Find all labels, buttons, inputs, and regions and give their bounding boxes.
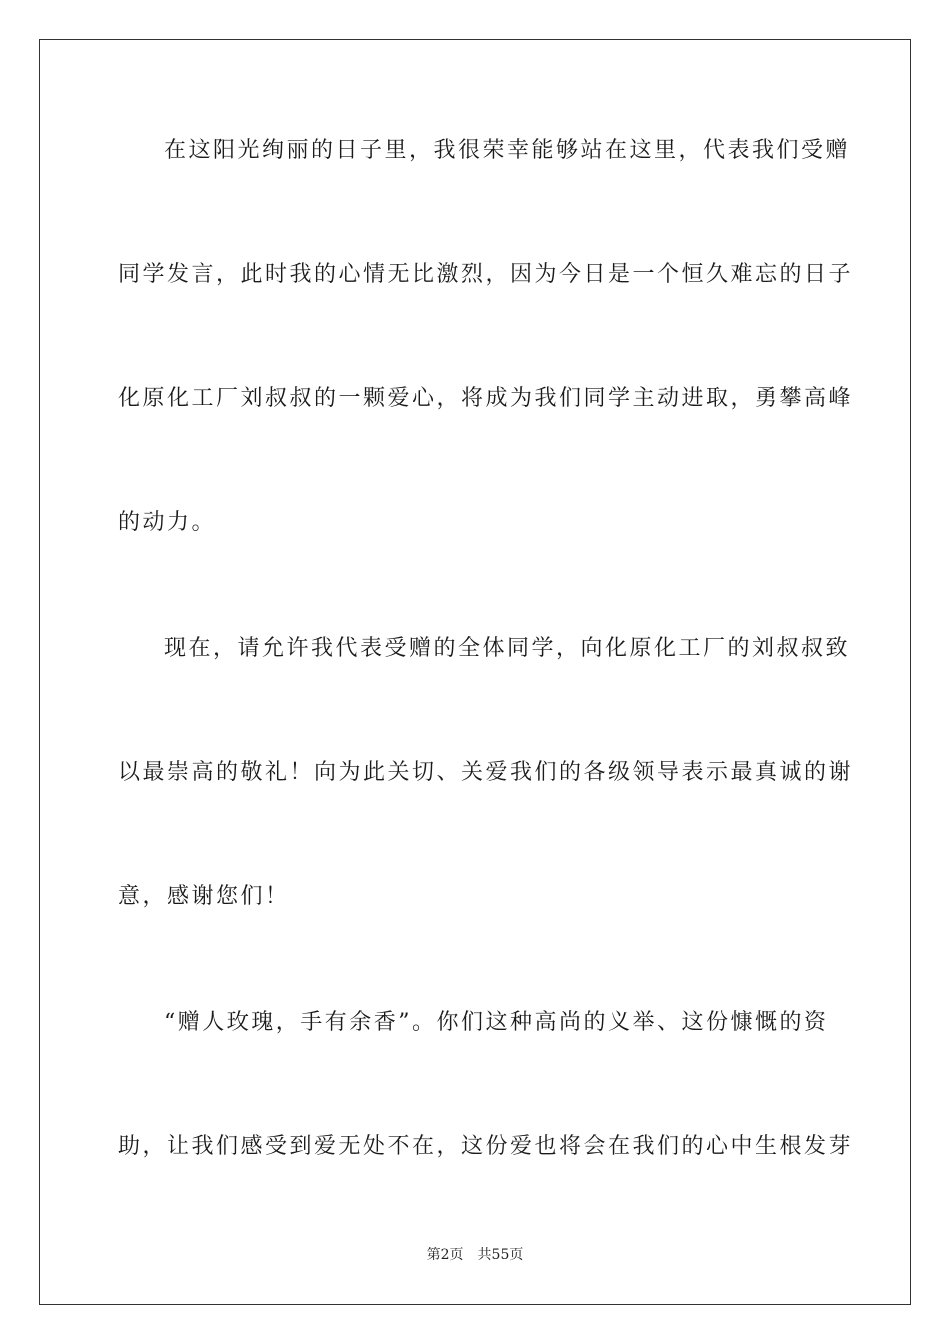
paragraph-2-line-3: 意，感谢您们！	[118, 884, 290, 909]
page-footer	[0, 1246, 950, 1264]
page-frame	[39, 39, 911, 1305]
paragraph-1-line-2: 同学发言，此时我的心情无比激烈，因为今日是一个恒久难忘的日子	[118, 262, 854, 287]
page-number: 第2页	[426, 1247, 464, 1263]
page-total: 共55页	[477, 1247, 524, 1263]
paragraph-3-line-2: 助，让我们感受到爱无处不在，这份爱也将会在我们的心中生根发芽	[118, 1134, 854, 1159]
paragraph-1-line-1: 在这阳光绚丽的日子里，我很荣幸能够站在这里，代表我们受赠	[164, 138, 851, 163]
paragraph-2-line-1: 现在，请允许我代表受赠的全体同学，向化原化工厂的刘叔叔致	[164, 636, 851, 661]
paragraph-2-line-2: 以最崇高的敬礼！向为此关切、关爱我们的各级领导表示最真诚的谢	[118, 760, 854, 785]
paragraph-3-line-1: “赠人玫瑰，手有余香”。你们这种高尚的义举、这份慷慨的资	[164, 1010, 829, 1035]
paragraph-1-line-4: 的动力。	[118, 510, 217, 535]
paragraph-1-line-3: 化原化工厂刘叔叔的一颗爱心，将成为我们同学主动进取，勇攀高峰	[118, 386, 854, 411]
